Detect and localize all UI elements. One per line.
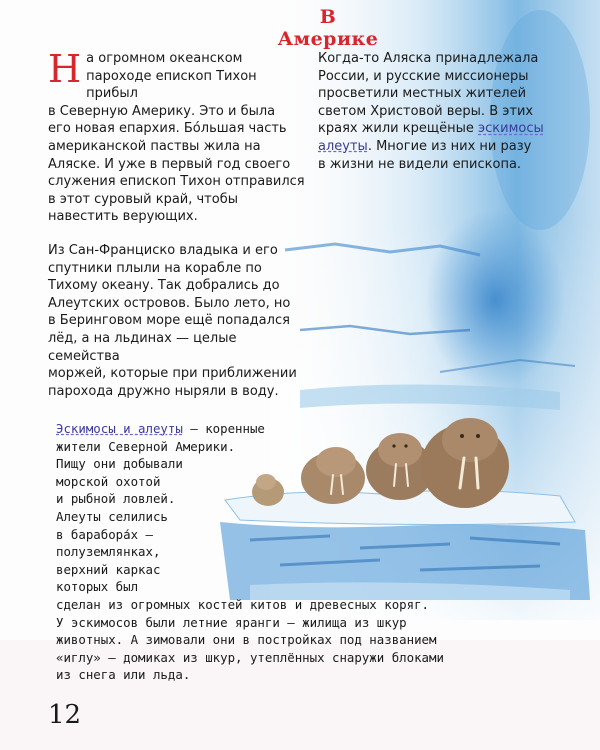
page-number: 12 — [48, 700, 82, 730]
text-line: парохода дружно ныряли в воду. — [48, 383, 279, 399]
text-line: России, и русские миссионеры — [318, 68, 529, 84]
note-line: Алеуты селились — [56, 508, 168, 524]
right-top-column — [318, 50, 580, 173]
note-line: в барабора́х — — [56, 526, 153, 542]
glossary-note — [56, 420, 444, 684]
text-line: в Беринговом море ещё попадался — [48, 313, 290, 329]
note-line: животных. А зимовали они в постройках под названием — [56, 632, 437, 648]
text-line: лёд, а на льдинах — целые семейства — [48, 330, 237, 364]
text-line: в Северную Америку. Это и была — [48, 103, 276, 119]
text-line: пароходе епископ Тихон прибыл — [86, 68, 257, 102]
text-line: навестить верующих. — [48, 209, 198, 225]
left-middle-column — [48, 242, 310, 400]
text-line: в этот суровый край, чтобы — [48, 191, 238, 207]
text-line: Аляске. И уже в первый год своего — [48, 156, 291, 172]
text-line: его новая епархия. Бо́льшая часть — [48, 121, 287, 137]
note-line: Пищу они добывали — [56, 456, 183, 472]
note-line: У эскимосов были летние яранги — жилища из шкур — [56, 614, 407, 630]
text-line: Тихому океану. Так добрались до — [48, 278, 280, 294]
note-line: которых был — [56, 579, 139, 595]
page-title: В Америке — [277, 6, 379, 50]
text-line: просветили местных жителей — [318, 86, 527, 102]
note-line: жители Северной Америки. — [56, 438, 236, 454]
note-line: Эскимосы и алеуты — коренные — [56, 421, 265, 436]
text-line: Из Сан-Франциско владыка и его — [48, 243, 278, 258]
left-top-column — [48, 47, 310, 226]
text-line: светом Христовой веры. В этих — [318, 103, 534, 119]
link-aleuts[interactable]: алеуты — [318, 138, 368, 154]
text-line: служения епископ Тихон отправился — [48, 174, 305, 190]
text-line: в жизни не видели епископа. — [318, 156, 522, 172]
note-line: из снега или льда. — [56, 667, 191, 683]
link-eskimos[interactable]: эскимосы — [478, 121, 544, 137]
text-line: Когда-то Аляска принадлежала — [318, 51, 539, 66]
text-line: американской паствы жила на — [48, 138, 261, 154]
note-line: полуземлянках, — [56, 544, 161, 560]
text-line: моржей, которые при приближении — [48, 366, 297, 382]
note-line: верхний каркас — [56, 561, 161, 577]
note-line: морской охотой — [56, 473, 161, 489]
text-line: а огромном океанском — [86, 51, 243, 66]
text-line: краях жили крещёные эскимосы — [318, 121, 544, 137]
text-line: алеуты. Многие из них ни разу — [318, 138, 532, 154]
link-eskimos-and-aleuts[interactable]: Эскимосы и алеуты — [56, 421, 183, 436]
note-line: и рыбной ловлей. — [56, 491, 176, 507]
drop-cap: Н — [48, 47, 82, 91]
text-line: Алеутских островов. Было лето, но — [48, 295, 291, 311]
note-line: «иглу» — домиках из шкур, утеплённых снаружи блоками — [56, 649, 444, 665]
text-line: спутники плыли на корабле по — [48, 260, 262, 276]
note-line: сделан из огромных костей китов и древесных коряг. — [56, 596, 429, 612]
